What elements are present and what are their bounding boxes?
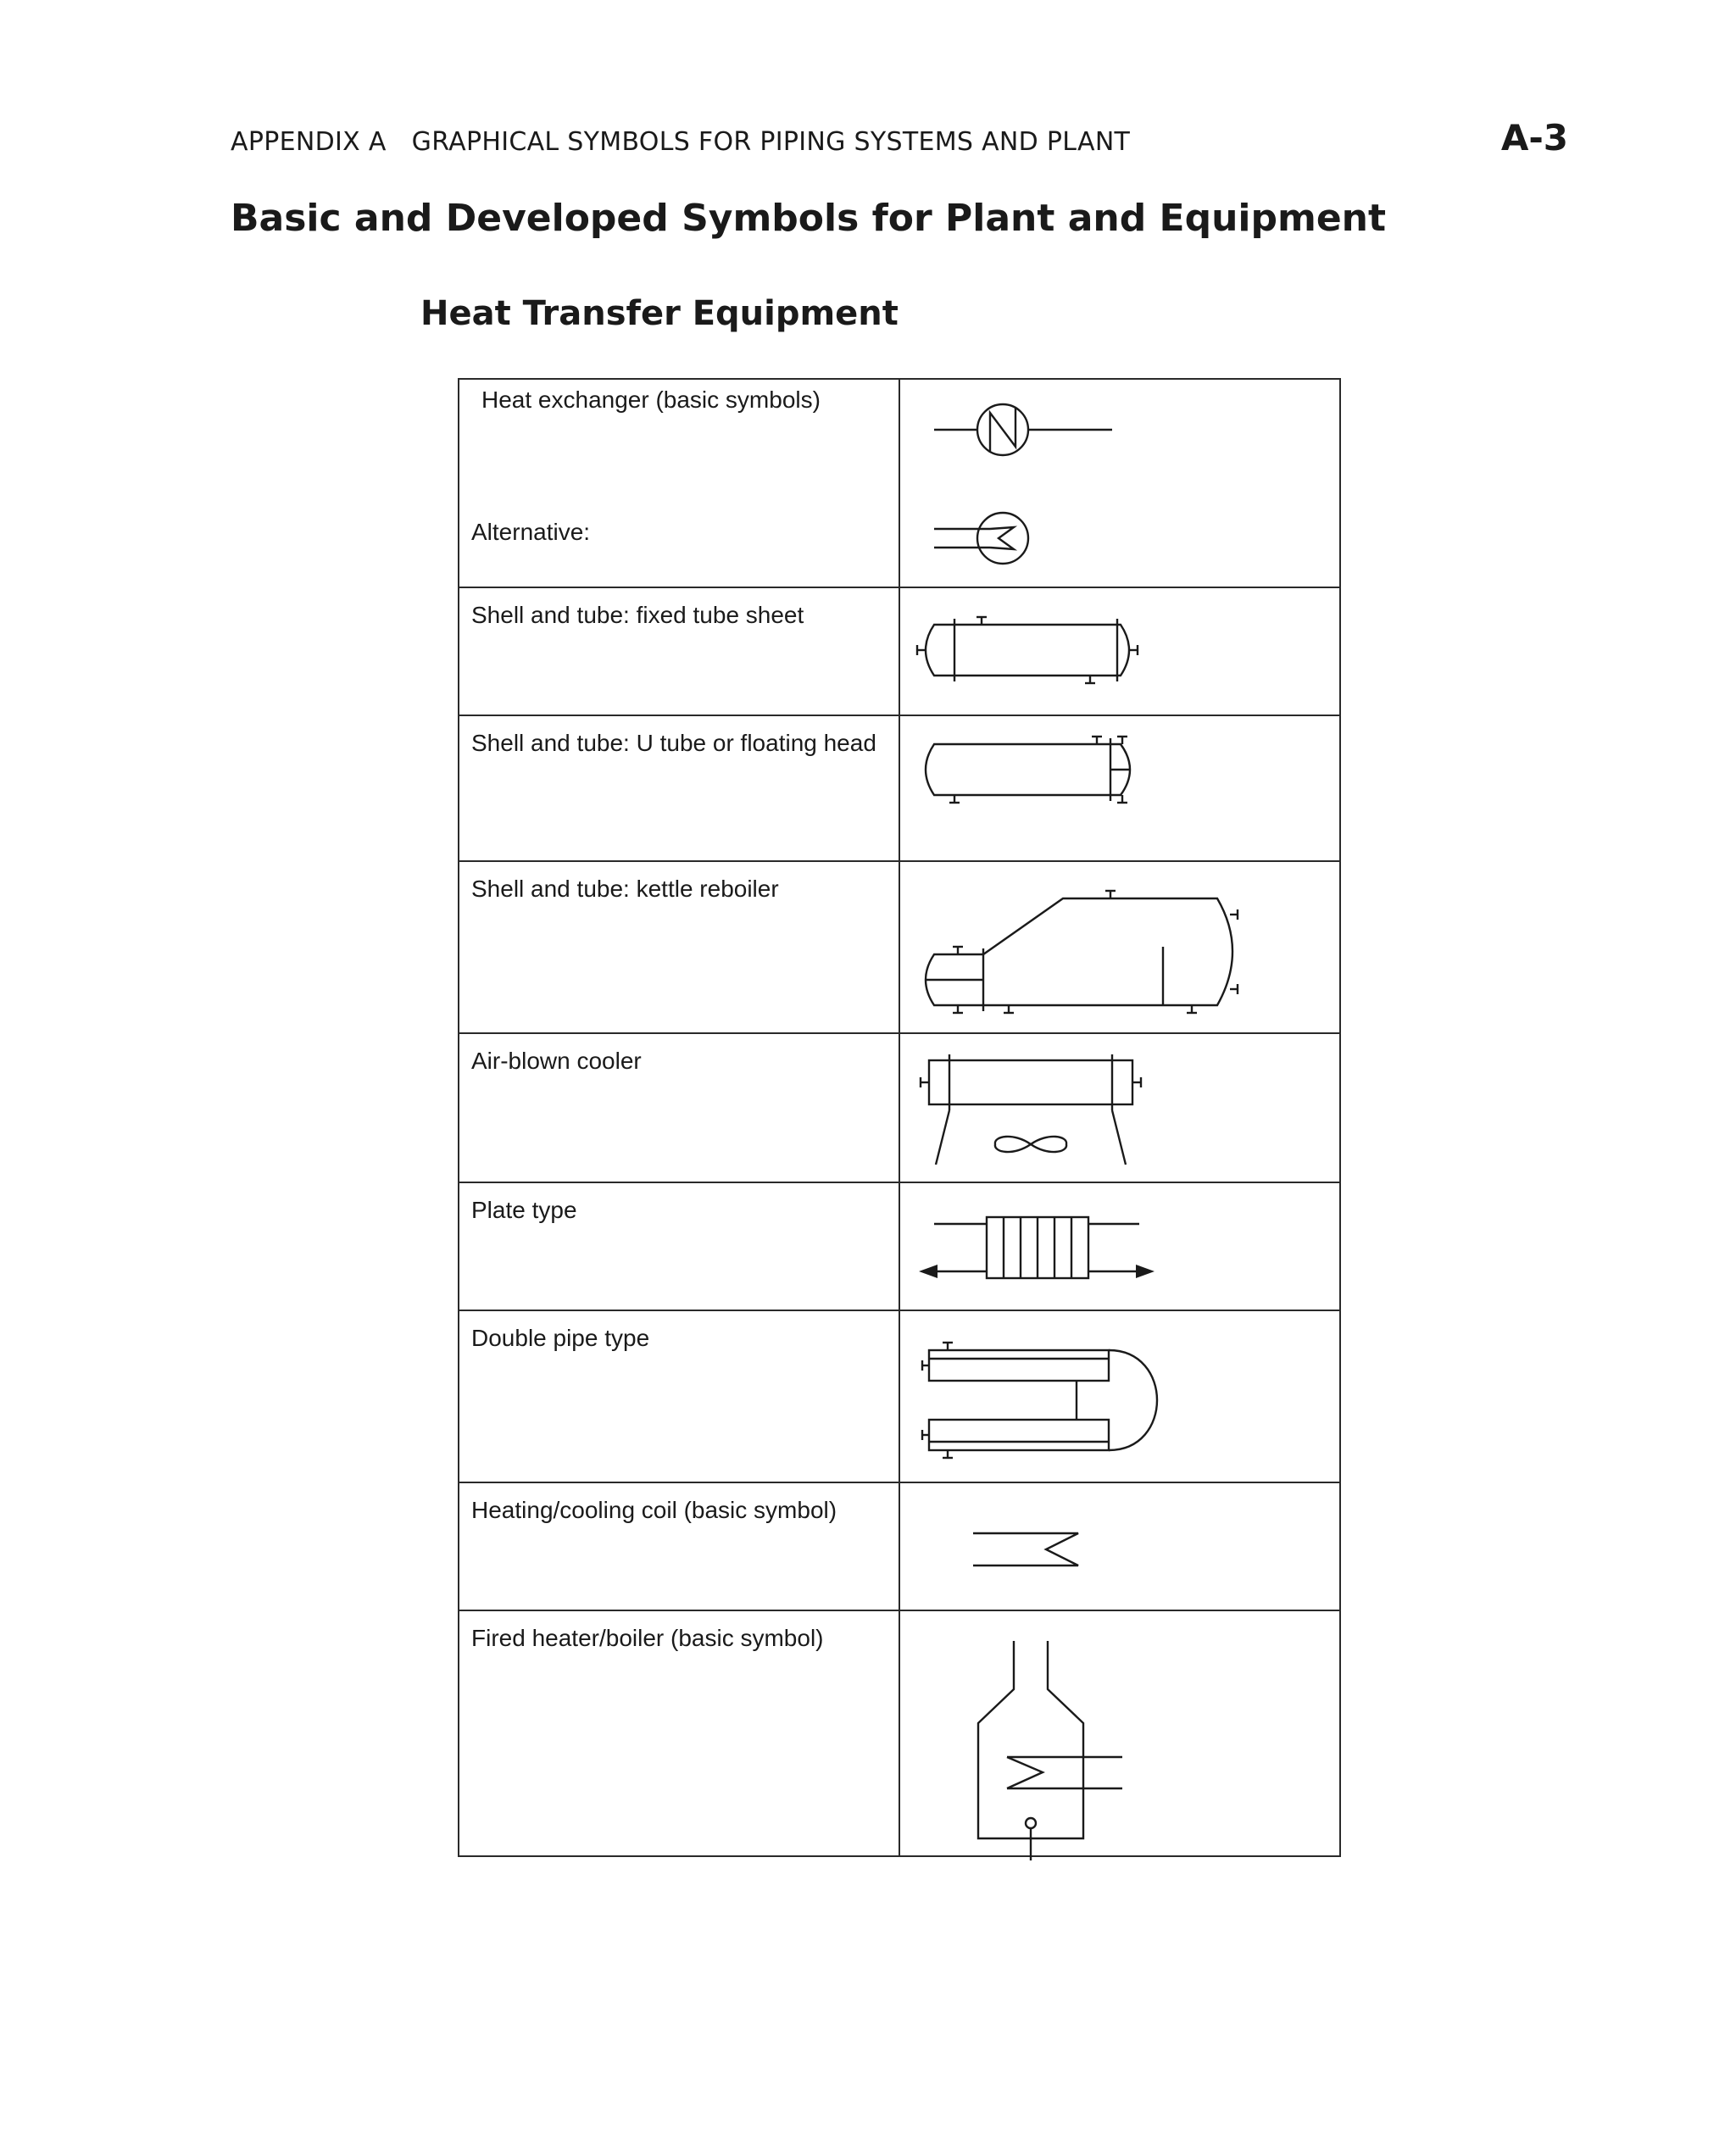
row-label: Shell and tube: kettle reboiler: [471, 876, 779, 902]
symbol-cell: [900, 1611, 1339, 1857]
subsection-title: Heat Transfer Equipment: [420, 294, 899, 333]
section-title: Basic and Developed Symbols for Plant and Equipment: [231, 197, 1387, 240]
symbol-cell: [900, 862, 1339, 1032]
label-cell: [459, 380, 900, 587]
table-row: [459, 1483, 1339, 1611]
chapter-title: GRAPHICAL SYMBOLS FOR PIPING SYSTEMS AND PLANT: [411, 127, 1131, 157]
row-label: Shell and tube: fixed tube sheet: [471, 602, 804, 628]
fixed-tube-sheet-icon: [900, 588, 1341, 715]
row-label: Double pipe type: [471, 1325, 650, 1351]
symbol-cell: [900, 1311, 1339, 1482]
table-row: [459, 1034, 1339, 1183]
appendix-label: APPENDIX A: [231, 127, 387, 157]
double-pipe-exchanger-icon: [900, 1311, 1341, 1482]
row-label: Fired heater/boiler (basic symbol): [471, 1625, 824, 1651]
kettle-reboiler-icon: [900, 862, 1341, 1032]
label-cell: [459, 1183, 900, 1310]
u-tube-floating-head-icon: [900, 716, 1341, 860]
symbol-cell: [900, 1483, 1339, 1610]
air-blown-cooler-icon: [900, 1034, 1341, 1182]
label-cell: [459, 1311, 900, 1482]
table-row: [459, 588, 1339, 716]
running-head: [231, 127, 1130, 157]
table-row: [459, 862, 1339, 1034]
table-row: [459, 1183, 1339, 1311]
page-number: A-3: [1500, 117, 1568, 158]
heating-cooling-coil-icon: [900, 1483, 1341, 1610]
plate-exchanger-icon: [900, 1183, 1341, 1310]
symbols-table: [458, 378, 1341, 1857]
symbol-cell: [900, 1034, 1339, 1182]
row-label: Shell and tube: U tube or floating head: [471, 730, 876, 756]
row-label: Heat exchanger (basic symbols): [481, 386, 821, 413]
table-row: [459, 380, 1339, 588]
label-cell: [459, 588, 900, 715]
label-cell: [459, 1483, 900, 1610]
label-cell: [459, 862, 900, 1032]
row-label: Heating/cooling coil (basic symbol): [471, 1497, 837, 1523]
row-label-alternative: Alternative:: [471, 519, 591, 545]
fired-heater-boiler-icon: [900, 1611, 1341, 1857]
table-row: [459, 1311, 1339, 1483]
symbol-cell: [900, 380, 1339, 587]
table-row: [459, 716, 1339, 862]
label-cell: [459, 716, 900, 860]
row-label: Plate type: [471, 1197, 577, 1223]
label-cell: [459, 1034, 900, 1182]
heat-exchanger-icon: [900, 380, 1341, 587]
symbol-cell: [900, 588, 1339, 715]
row-label: Air-blown cooler: [471, 1048, 642, 1074]
label-cell: [459, 1611, 900, 1857]
table-row: [459, 1611, 1339, 1857]
symbol-cell: [900, 1183, 1339, 1310]
symbol-cell: [900, 716, 1339, 860]
